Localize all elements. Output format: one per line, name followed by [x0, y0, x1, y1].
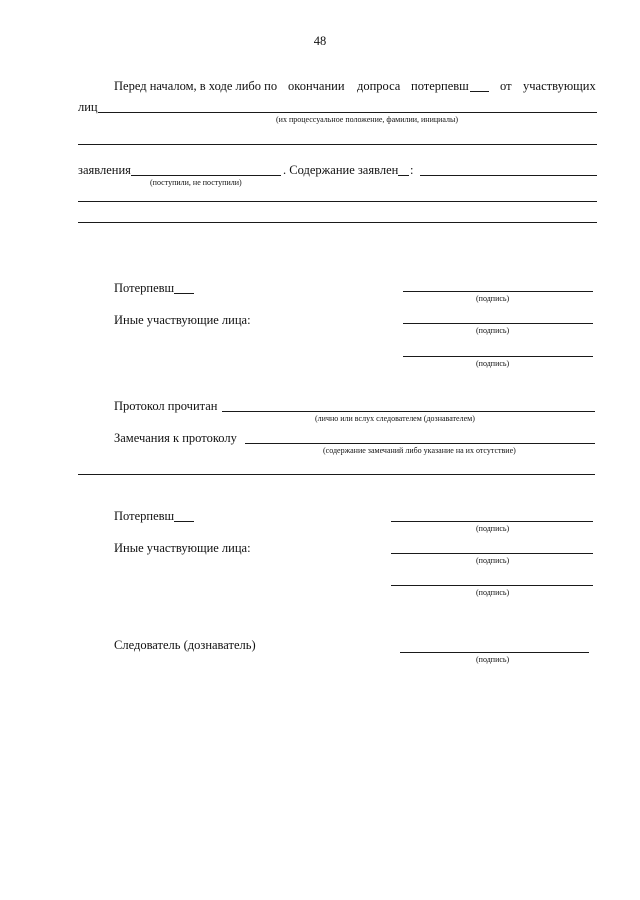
- page-number: 48: [313, 34, 327, 48]
- others-signature-line-1b[interactable]: [403, 356, 593, 357]
- persons-field-continued[interactable]: [78, 144, 597, 145]
- victim-label-1: Потерпевш: [114, 281, 175, 295]
- others-signature-caption-2b: (подпись): [476, 588, 510, 597]
- intro-word-3: допроса: [357, 79, 401, 93]
- protocol-read-caption: (лично или вслух следователем (дознавателем): [315, 414, 475, 423]
- others-label-1: Иные участвующие лица:: [114, 313, 251, 327]
- investigator-label: Следователь (дознаватель): [114, 638, 256, 652]
- statements-label: заявления: [78, 163, 131, 177]
- remarks-field-continued[interactable]: [78, 474, 595, 475]
- victim-ending-blank[interactable]: [470, 91, 489, 92]
- intro-word-6: участвующих: [523, 79, 596, 93]
- intro-word-4: потерпевш: [411, 79, 469, 93]
- investigator-signature-line[interactable]: [400, 652, 589, 653]
- victim-signature-line-2[interactable]: [391, 521, 593, 522]
- victim-label-2: Потерпевш: [114, 509, 175, 523]
- remarks-caption: (содержание замечаний либо указание на их отсутствие): [323, 446, 516, 455]
- others-signature-caption-1a: (подпись): [476, 326, 510, 335]
- others-signature-line-1a[interactable]: [403, 323, 593, 324]
- others-signature-line-2a[interactable]: [391, 553, 593, 554]
- persons-label: лиц: [78, 100, 98, 114]
- content-label: . Содержание заявлен: [283, 163, 399, 177]
- content-ending-blank[interactable]: [398, 175, 409, 176]
- persons-field[interactable]: [98, 112, 597, 113]
- victim-ending-blank-2[interactable]: [174, 521, 194, 522]
- intro-word-1: Перед началом, в ходе либо по: [114, 79, 278, 93]
- content-line-3[interactable]: [78, 222, 597, 223]
- victim-signature-caption-1: (подпись): [476, 294, 510, 303]
- others-signature-caption-1b: (подпись): [476, 359, 510, 368]
- victim-ending-blank-1[interactable]: [174, 293, 194, 294]
- statements-caption: (поступили, не поступили): [150, 178, 242, 187]
- others-signature-caption-2a: (подпись): [476, 556, 510, 565]
- content-line-2[interactable]: [78, 201, 597, 202]
- intro-word-2: окончании: [288, 79, 345, 93]
- protocol-read-label: Протокол прочитан: [114, 399, 218, 413]
- statements-field[interactable]: [131, 175, 281, 176]
- remarks-label: Замечания к протоколу: [114, 431, 237, 445]
- colon: :: [410, 163, 414, 177]
- investigator-signature-caption: (подпись): [476, 655, 510, 664]
- victim-signature-line-1[interactable]: [403, 291, 593, 292]
- protocol-read-field[interactable]: [222, 411, 595, 412]
- remarks-field[interactable]: [245, 443, 595, 444]
- content-field[interactable]: [420, 175, 597, 176]
- persons-caption: (их процессуальное положение, фамилии, инициалы): [276, 115, 459, 124]
- victim-signature-caption-2: (подпись): [476, 524, 510, 533]
- others-signature-line-2b[interactable]: [391, 585, 593, 586]
- intro-word-5: от: [500, 79, 512, 93]
- others-label-2: Иные участвующие лица:: [114, 541, 251, 555]
